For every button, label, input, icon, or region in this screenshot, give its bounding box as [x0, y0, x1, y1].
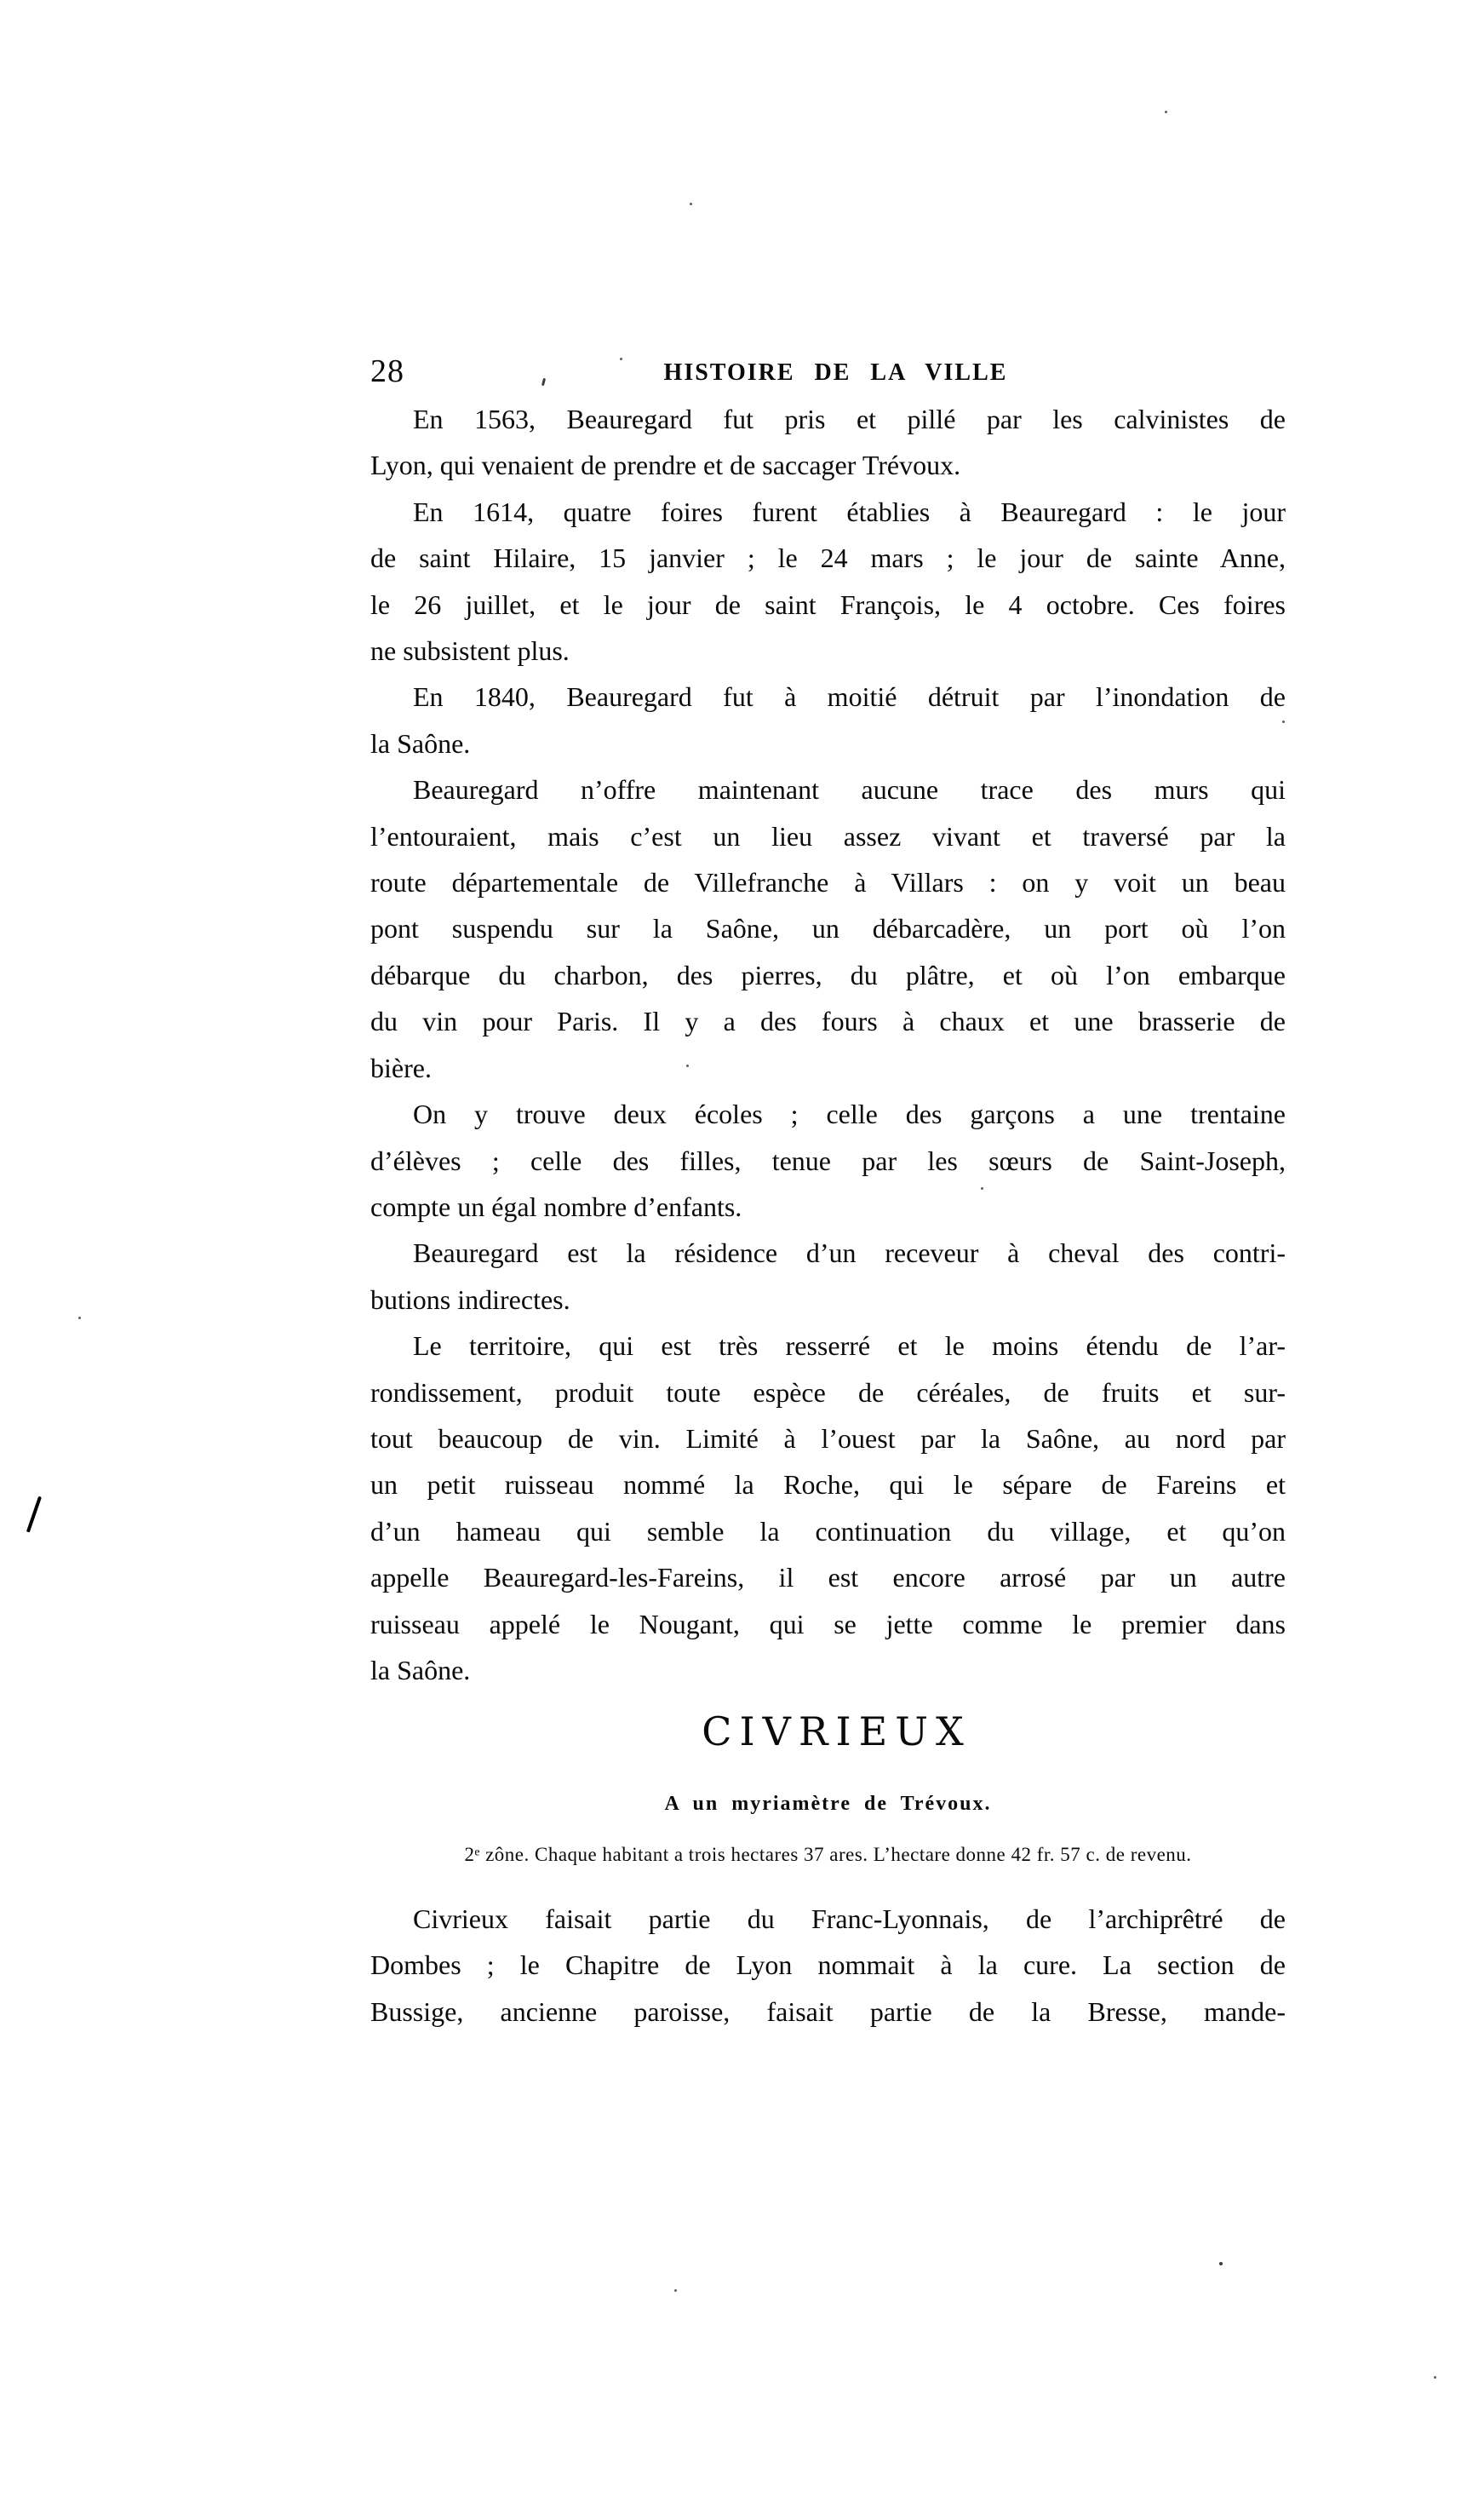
text-line: pont suspendu sur la Saône, un débarcadère, un port où l’on — [370, 913, 1286, 944]
text-line: ruisseau appelé le Nougant, qui se jette comme le premier dans — [370, 1608, 1286, 1639]
scan-speck — [1282, 720, 1285, 723]
text-line: Bussige, ancienne paroisse, faisait partie de la Bresse, mande- — [370, 1995, 1286, 2027]
text-line: tout beaucoup de vin. Limité à l’ouest par la Saône, au nord par — [370, 1422, 1286, 1454]
text-line: En 1614, quatre foires furent établies à Beauregard : le jour — [413, 496, 1286, 527]
paragraph — [370, 489, 1286, 675]
text-line: un petit ruisseau nommé la Roche, qui le sépare de Fareins et — [370, 1469, 1286, 1501]
text-line: la Saône. — [370, 727, 471, 759]
page-header — [370, 351, 1286, 393]
text-line: compte un égal nombre d’enfants. — [370, 1191, 742, 1222]
text-line: le 26 juillet, et le jour de saint François, le 4 octobre. Ces foires — [370, 588, 1286, 620]
scan-speck — [981, 1187, 983, 1190]
text-line: d’élèves ; celle des filles, tenue par les sœurs de Saint-Joseph, — [370, 1145, 1286, 1176]
paragraph — [370, 1230, 1286, 1323]
scan-speck — [690, 203, 692, 205]
section-text-block — [370, 1896, 1286, 2035]
text-line: ne subsistent plus. — [370, 635, 570, 667]
scan-speck — [1165, 111, 1167, 113]
scan-speck — [1434, 2376, 1436, 2379]
paragraph — [370, 674, 1286, 766]
text-line: Beauregard est la résidence d’un receveur à cheval des contri- — [413, 1237, 1286, 1269]
text-line: rondissement, produit toute espèce de céréales, de fruits et sur- — [370, 1376, 1286, 1408]
scan-speck — [674, 2289, 677, 2292]
text-line: Civrieux faisait partie du Franc-Lyonnais, de l’archiprêtré de — [413, 1903, 1286, 1934]
text-line: Lyon, qui venaient de prendre et de saccager Trévoux. — [370, 450, 961, 481]
scan-speck — [78, 1317, 81, 1319]
section-subtitle: A un myriamètre de Trévoux. — [664, 1793, 992, 1815]
paragraph — [370, 1091, 1286, 1230]
text-line: Dombes ; le Chapitre de Lyon nommait à la cure. La section de — [370, 1949, 1286, 1981]
running-header-title: HISTOIRE DE LA VILLE — [663, 359, 1008, 386]
body-text-block — [370, 396, 1286, 1693]
section-note: 2ᵉ zône. Chaque habitant a trois hectares 37 ares. L’hectare donne 42 fr. 57 c. de revenu. — [464, 1844, 1192, 1865]
paragraph — [370, 766, 1286, 1091]
paragraph — [370, 396, 1286, 489]
ink-stray-mark — [26, 1496, 42, 1533]
paragraph — [370, 1896, 1286, 2035]
text-line: bière. — [370, 1052, 432, 1083]
text-line: l’entouraient, mais c’est un lieu assez vivant et traversé par la — [370, 820, 1286, 852]
text-line: Beauregard n’offre maintenant aucune trace des murs qui — [413, 774, 1286, 806]
paragraph — [370, 1323, 1286, 1693]
text-line: la Saône. — [370, 1654, 471, 1685]
scan-speck — [686, 1065, 689, 1067]
text-line: En 1840, Beauregard fut à moitié détruit par l’inondation de — [413, 681, 1286, 713]
page-number: 28 — [370, 353, 404, 389]
section-title: CIVRIEUX — [702, 1708, 971, 1754]
scan-speck — [1219, 2262, 1223, 2265]
text-line: route départementale de Villefranche à Villars : on y voit un beau — [370, 867, 1286, 898]
text-line: En 1563, Beauregard fut pris et pillé par les calvinistes de — [413, 404, 1286, 434]
text-line: appelle Beauregard-les-Fareins, il est encore arrosé par un autre — [370, 1562, 1286, 1593]
text-line: butions indirectes. — [370, 1283, 570, 1315]
text-line: d’un hameau qui semble la continuation du village, et qu’on — [370, 1515, 1286, 1547]
text-line: Le territoire, qui est très resserré et le moins étendu de l’ar- — [413, 1330, 1286, 1362]
scan-speck — [620, 358, 622, 360]
text-line: On y trouve deux écoles ; celle des garçons a une trentaine — [413, 1099, 1286, 1130]
text-line: de saint Hilaire, 15 janvier ; le 24 mars ; le jour de sainte Anne, — [370, 543, 1286, 574]
text-line: du vin pour Paris. Il y a des fours à chaux et une brasserie de — [370, 1006, 1286, 1037]
text-line: débarque du charbon, des pierres, du plâtre, et où l’on embarque — [370, 959, 1286, 990]
